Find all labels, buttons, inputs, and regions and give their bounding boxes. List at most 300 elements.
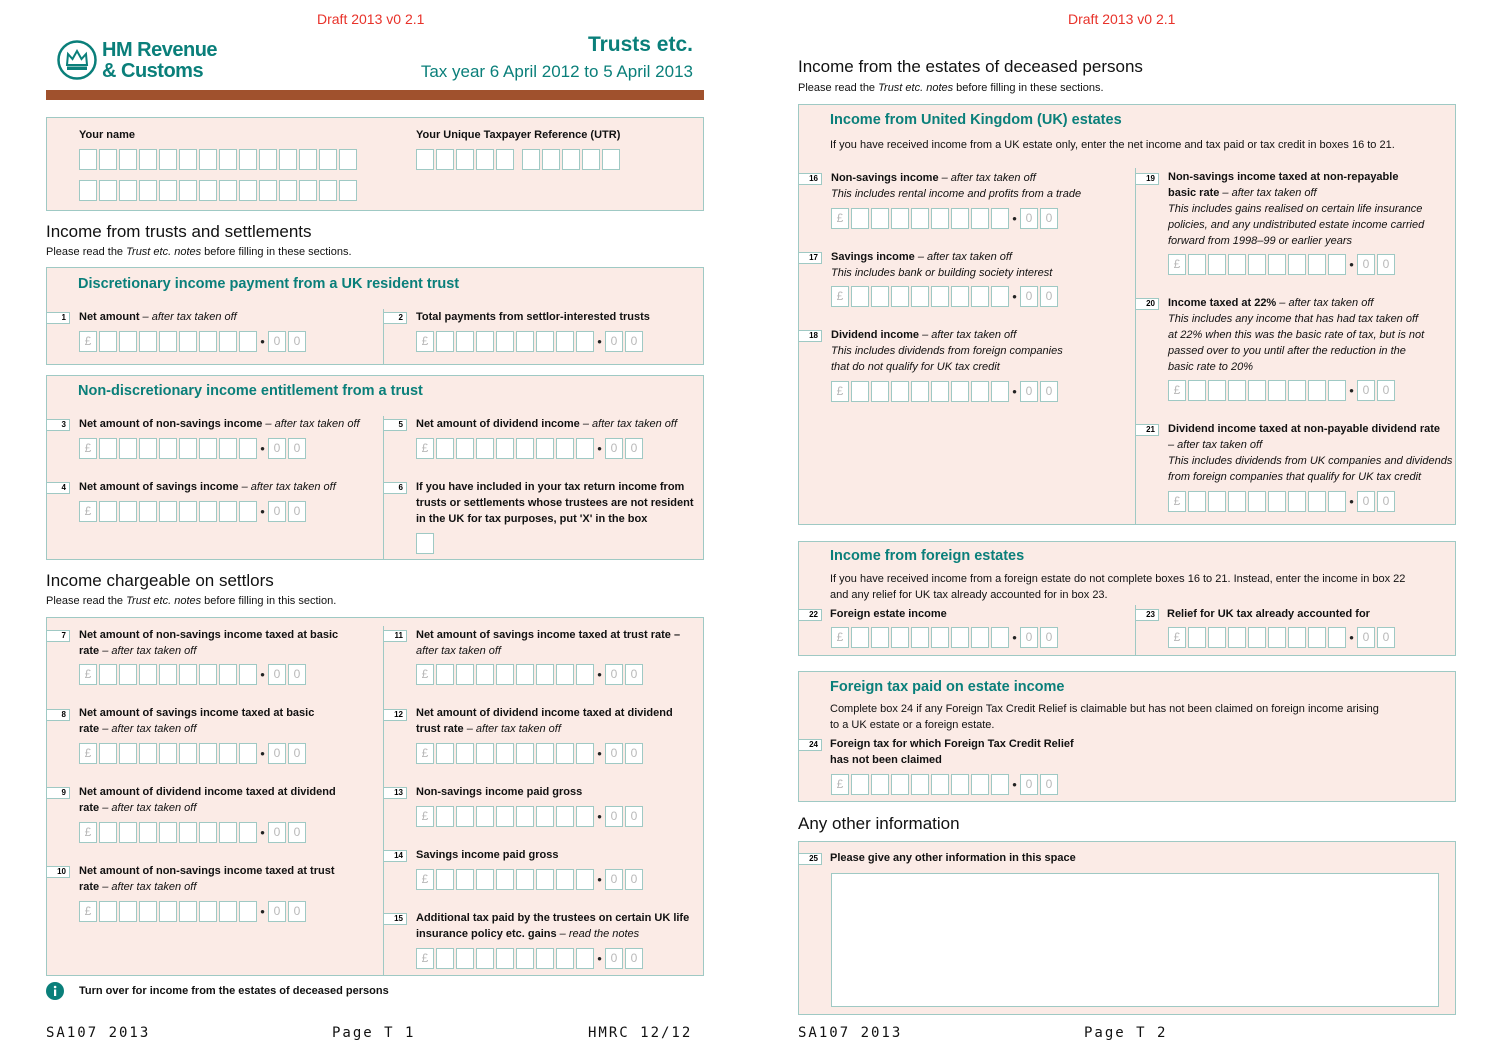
entry-cell[interactable]	[259, 149, 277, 170]
pence-cell[interactable]: 0	[268, 743, 286, 764]
entry-cell[interactable]	[851, 627, 869, 648]
entry-cell[interactable]	[99, 501, 117, 522]
entry-cell[interactable]	[891, 627, 909, 648]
entry-cell[interactable]	[139, 664, 157, 685]
entry-cell[interactable]	[1188, 254, 1206, 275]
pence-cell[interactable]: 0	[1377, 380, 1395, 401]
entry-cell[interactable]	[496, 806, 514, 827]
entry-cell[interactable]	[159, 664, 177, 685]
entry-cell[interactable]	[851, 286, 869, 307]
entry-cell[interactable]	[436, 438, 454, 459]
pence-cell[interactable]: 0	[288, 743, 306, 764]
entry-cell[interactable]	[1288, 254, 1306, 275]
box17-amount-field[interactable]	[831, 286, 1060, 307]
entry-cell[interactable]	[179, 331, 197, 352]
entry-cell[interactable]	[436, 948, 454, 969]
entry-cell[interactable]	[259, 180, 277, 201]
entry-cell[interactable]	[1268, 254, 1286, 275]
entry-cell[interactable]	[576, 869, 594, 890]
entry-cell[interactable]	[991, 286, 1009, 307]
entry-cell[interactable]	[1268, 491, 1286, 512]
entry-cell[interactable]	[119, 743, 137, 764]
entry-cell[interactable]	[179, 901, 197, 922]
entry-cell[interactable]	[239, 501, 257, 522]
entry-cell[interactable]	[556, 331, 574, 352]
currency-cell[interactable]: £	[79, 331, 97, 352]
entry-cell[interactable]	[556, 869, 574, 890]
pence-cell[interactable]: 0	[288, 331, 306, 352]
currency-cell[interactable]: £	[416, 948, 434, 969]
pence-cell[interactable]: 0	[1377, 491, 1395, 512]
entry-cell[interactable]	[159, 501, 177, 522]
entry-cell[interactable]	[891, 381, 909, 402]
entry-cell[interactable]	[179, 438, 197, 459]
pence-cell[interactable]: 0	[605, 743, 623, 764]
pence-cell[interactable]: 0	[1357, 491, 1375, 512]
currency-cell[interactable]: £	[1168, 491, 1186, 512]
entry-cell[interactable]	[339, 180, 357, 201]
entry-cell[interactable]	[456, 149, 474, 170]
entry-cell[interactable]	[159, 822, 177, 843]
box1-amount-field[interactable]	[79, 331, 308, 352]
pence-cell[interactable]: 0	[268, 501, 286, 522]
name-field-line1[interactable]	[79, 149, 359, 170]
entry-cell[interactable]	[1228, 627, 1246, 648]
entry-cell[interactable]	[1208, 491, 1226, 512]
entry-cell[interactable]	[1188, 627, 1206, 648]
entry-cell[interactable]	[139, 149, 157, 170]
box24-amount-field[interactable]	[831, 774, 1060, 795]
entry-cell[interactable]	[99, 149, 117, 170]
entry-cell[interactable]	[456, 869, 474, 890]
pence-cell[interactable]: 0	[1020, 381, 1038, 402]
pence-cell[interactable]: 0	[288, 501, 306, 522]
box15-amount-field[interactable]	[416, 948, 645, 969]
entry-cell[interactable]	[542, 149, 560, 170]
entry-cell[interactable]	[1308, 380, 1326, 401]
entry-cell[interactable]	[476, 331, 494, 352]
pence-cell[interactable]: 0	[605, 806, 623, 827]
entry-cell[interactable]	[931, 208, 949, 229]
entry-cell[interactable]	[239, 822, 257, 843]
pence-cell[interactable]: 0	[625, 948, 643, 969]
entry-cell[interactable]	[99, 664, 117, 685]
entry-cell[interactable]	[179, 664, 197, 685]
entry-cell[interactable]	[516, 664, 534, 685]
entry-cell[interactable]	[436, 331, 454, 352]
entry-cell[interactable]	[139, 822, 157, 843]
entry-cell[interactable]	[119, 901, 137, 922]
box22-amount-field[interactable]	[831, 627, 1060, 648]
entry-cell[interactable]	[536, 743, 554, 764]
currency-cell[interactable]: £	[831, 208, 849, 229]
entry-cell[interactable]	[911, 627, 929, 648]
entry-cell[interactable]	[602, 149, 620, 170]
entry-cell[interactable]	[179, 149, 197, 170]
entry-cell[interactable]	[119, 501, 137, 522]
entry-cell[interactable]	[139, 501, 157, 522]
pence-cell[interactable]: 0	[268, 664, 286, 685]
pence-cell[interactable]: 0	[288, 901, 306, 922]
entry-cell[interactable]	[971, 286, 989, 307]
entry-cell[interactable]	[239, 149, 257, 170]
pence-cell[interactable]: 0	[605, 438, 623, 459]
entry-cell[interactable]	[299, 149, 317, 170]
entry-cell[interactable]	[496, 743, 514, 764]
entry-cell[interactable]	[159, 149, 177, 170]
entry-cell[interactable]	[119, 664, 137, 685]
pence-cell[interactable]: 0	[1040, 381, 1058, 402]
pence-cell[interactable]: 0	[605, 331, 623, 352]
entry-cell[interactable]	[516, 438, 534, 459]
box14-amount-field[interactable]	[416, 869, 645, 890]
entry-cell[interactable]	[219, 743, 237, 764]
entry-cell[interactable]	[1328, 491, 1346, 512]
entry-cell[interactable]	[851, 208, 869, 229]
entry-cell[interactable]	[851, 381, 869, 402]
box16-amount-field[interactable]	[831, 208, 1060, 229]
entry-cell[interactable]	[239, 438, 257, 459]
entry-cell[interactable]	[476, 743, 494, 764]
entry-cell[interactable]	[1308, 254, 1326, 275]
entry-cell[interactable]	[1248, 627, 1266, 648]
box19-amount-field[interactable]	[1168, 254, 1397, 275]
entry-cell[interactable]	[536, 331, 554, 352]
entry-cell[interactable]	[179, 822, 197, 843]
pence-cell[interactable]: 0	[625, 743, 643, 764]
entry-cell[interactable]	[1188, 380, 1206, 401]
entry-cell[interactable]	[456, 743, 474, 764]
entry-cell[interactable]	[851, 774, 869, 795]
pence-cell[interactable]: 0	[1357, 627, 1375, 648]
entry-cell[interactable]	[871, 774, 889, 795]
box11-amount-field[interactable]	[416, 664, 645, 685]
entry-cell[interactable]	[516, 869, 534, 890]
currency-cell[interactable]: £	[79, 901, 97, 922]
entry-cell[interactable]	[516, 948, 534, 969]
entry-cell[interactable]	[556, 743, 574, 764]
entry-cell[interactable]	[1228, 254, 1246, 275]
entry-cell[interactable]	[1328, 254, 1346, 275]
currency-cell[interactable]: £	[416, 438, 434, 459]
entry-cell[interactable]	[1288, 491, 1306, 512]
entry-cell[interactable]	[219, 901, 237, 922]
entry-cell[interactable]	[496, 438, 514, 459]
entry-cell[interactable]	[911, 286, 929, 307]
pence-cell[interactable]: 0	[1040, 774, 1058, 795]
entry-cell[interactable]	[536, 806, 554, 827]
currency-cell[interactable]: £	[416, 806, 434, 827]
box2-amount-field[interactable]	[416, 331, 645, 352]
entry-cell[interactable]	[99, 822, 117, 843]
entry-cell[interactable]	[576, 743, 594, 764]
pence-cell[interactable]: 0	[268, 438, 286, 459]
entry-cell[interactable]	[911, 381, 929, 402]
entry-cell[interactable]	[119, 180, 137, 201]
box13-amount-field[interactable]	[416, 806, 645, 827]
currency-cell[interactable]: £	[416, 331, 434, 352]
entry-cell[interactable]	[219, 331, 237, 352]
pence-cell[interactable]: 0	[1040, 286, 1058, 307]
entry-cell[interactable]	[871, 286, 889, 307]
entry-cell[interactable]	[496, 948, 514, 969]
entry-cell[interactable]	[1248, 491, 1266, 512]
box7-amount-field[interactable]	[79, 664, 308, 685]
entry-cell[interactable]	[159, 180, 177, 201]
entry-cell[interactable]	[199, 438, 217, 459]
entry-cell[interactable]	[179, 501, 197, 522]
currency-cell[interactable]: £	[1168, 380, 1186, 401]
entry-cell[interactable]	[299, 180, 317, 201]
entry-cell[interactable]	[476, 438, 494, 459]
entry-cell[interactable]	[931, 286, 949, 307]
entry-cell[interactable]	[1208, 627, 1226, 648]
entry-cell[interactable]	[219, 501, 237, 522]
entry-cell[interactable]	[911, 208, 929, 229]
currency-cell[interactable]: £	[79, 664, 97, 685]
entry-cell[interactable]	[199, 901, 217, 922]
entry-cell[interactable]	[891, 286, 909, 307]
pence-cell[interactable]: 0	[268, 901, 286, 922]
entry-cell[interactable]	[436, 149, 454, 170]
entry-cell[interactable]	[436, 743, 454, 764]
entry-cell[interactable]	[1188, 491, 1206, 512]
entry-cell[interactable]	[516, 806, 534, 827]
entry-cell[interactable]	[1208, 254, 1226, 275]
entry-cell[interactable]	[179, 180, 197, 201]
entry-cell[interactable]	[891, 208, 909, 229]
pence-cell[interactable]: 0	[625, 806, 643, 827]
entry-cell[interactable]	[991, 381, 1009, 402]
entry-cell[interactable]	[99, 180, 117, 201]
pence-cell[interactable]: 0	[1020, 208, 1038, 229]
box8-amount-field[interactable]	[79, 743, 308, 764]
entry-cell[interactable]	[319, 149, 337, 170]
entry-cell[interactable]	[119, 822, 137, 843]
entry-cell[interactable]	[971, 208, 989, 229]
pence-cell[interactable]: 0	[605, 664, 623, 685]
entry-cell[interactable]	[991, 627, 1009, 648]
entry-cell[interactable]	[476, 149, 494, 170]
entry-cell[interactable]	[219, 822, 237, 843]
entry-cell[interactable]	[1248, 380, 1266, 401]
entry-cell[interactable]	[139, 331, 157, 352]
entry-cell[interactable]	[971, 627, 989, 648]
pence-cell[interactable]: 0	[625, 664, 643, 685]
entry-cell[interactable]	[556, 664, 574, 685]
entry-cell[interactable]	[1268, 380, 1286, 401]
box4-amount-field[interactable]	[79, 501, 308, 522]
pence-cell[interactable]: 0	[1357, 380, 1375, 401]
currency-cell[interactable]: £	[831, 627, 849, 648]
currency-cell[interactable]: £	[1168, 627, 1186, 648]
pence-cell[interactable]: 0	[1040, 208, 1058, 229]
entry-cell[interactable]	[79, 149, 97, 170]
entry-cell[interactable]	[516, 743, 534, 764]
entry-cell[interactable]	[219, 438, 237, 459]
currency-cell[interactable]: £	[1168, 254, 1186, 275]
entry-cell[interactable]	[1328, 380, 1346, 401]
pence-cell[interactable]: 0	[1020, 286, 1038, 307]
entry-cell[interactable]	[476, 948, 494, 969]
entry-cell[interactable]	[79, 180, 97, 201]
entry-cell[interactable]	[436, 664, 454, 685]
entry-cell[interactable]	[556, 438, 574, 459]
pence-cell[interactable]: 0	[288, 822, 306, 843]
entry-cell[interactable]	[1328, 627, 1346, 648]
pence-cell[interactable]: 0	[625, 438, 643, 459]
entry-cell[interactable]	[319, 180, 337, 201]
currency-cell[interactable]: £	[416, 664, 434, 685]
entry-cell[interactable]	[239, 743, 257, 764]
entry-cell[interactable]	[239, 901, 257, 922]
entry-cell[interactable]	[1308, 627, 1326, 648]
pence-cell[interactable]: 0	[1377, 627, 1395, 648]
entry-cell[interactable]	[159, 331, 177, 352]
entry-cell[interactable]	[456, 438, 474, 459]
entry-cell[interactable]	[219, 180, 237, 201]
currency-cell[interactable]: £	[416, 869, 434, 890]
entry-cell[interactable]	[522, 149, 540, 170]
currency-cell[interactable]: £	[79, 822, 97, 843]
entry-cell[interactable]	[139, 180, 157, 201]
entry-cell[interactable]	[139, 743, 157, 764]
currency-cell[interactable]: £	[831, 774, 849, 795]
entry-cell[interactable]	[931, 774, 949, 795]
box20-amount-field[interactable]	[1168, 380, 1397, 401]
entry-cell[interactable]	[556, 806, 574, 827]
entry-cell[interactable]	[199, 743, 217, 764]
pence-cell[interactable]: 0	[1040, 627, 1058, 648]
entry-cell[interactable]	[219, 664, 237, 685]
entry-cell[interactable]	[1268, 627, 1286, 648]
entry-cell[interactable]	[496, 664, 514, 685]
entry-cell[interactable]	[1308, 491, 1326, 512]
entry-cell[interactable]	[476, 664, 494, 685]
entry-cell[interactable]	[1288, 627, 1306, 648]
entry-cell[interactable]	[951, 627, 969, 648]
name-field-line2[interactable]	[79, 180, 359, 201]
pence-cell[interactable]: 0	[1357, 254, 1375, 275]
entry-cell[interactable]	[871, 208, 889, 229]
currency-cell[interactable]: £	[831, 286, 849, 307]
box18-amount-field[interactable]	[831, 381, 1060, 402]
entry-cell[interactable]	[911, 774, 929, 795]
entry-cell[interactable]	[871, 627, 889, 648]
entry-cell[interactable]	[199, 664, 217, 685]
entry-cell[interactable]	[536, 664, 554, 685]
currency-cell[interactable]: £	[79, 501, 97, 522]
entry-cell[interactable]	[576, 438, 594, 459]
entry-cell[interactable]	[536, 869, 554, 890]
box9-amount-field[interactable]	[79, 822, 308, 843]
entry-cell[interactable]	[239, 331, 257, 352]
entry-cell[interactable]	[159, 438, 177, 459]
entry-cell[interactable]	[1288, 380, 1306, 401]
entry-cell[interactable]	[119, 438, 137, 459]
entry-cell[interactable]	[931, 381, 949, 402]
entry-cell[interactable]	[456, 948, 474, 969]
box23-amount-field[interactable]	[1168, 627, 1397, 648]
entry-cell[interactable]	[219, 149, 237, 170]
entry-cell[interactable]	[99, 901, 117, 922]
entry-cell[interactable]	[516, 331, 534, 352]
entry-cell[interactable]	[496, 149, 514, 170]
entry-cell[interactable]	[582, 149, 600, 170]
entry-cell[interactable]	[951, 208, 969, 229]
entry-cell[interactable]	[576, 948, 594, 969]
entry-cell[interactable]	[1208, 380, 1226, 401]
box3-amount-field[interactable]	[79, 438, 308, 459]
utr-field[interactable]	[416, 149, 622, 170]
entry-cell[interactable]	[971, 381, 989, 402]
box10-amount-field[interactable]	[79, 901, 308, 922]
pence-cell[interactable]: 0	[625, 331, 643, 352]
entry-cell[interactable]	[416, 149, 434, 170]
entry-cell[interactable]	[99, 743, 117, 764]
pence-cell[interactable]: 0	[605, 948, 623, 969]
entry-cell[interactable]	[279, 180, 297, 201]
pence-cell[interactable]: 0	[288, 664, 306, 685]
currency-cell[interactable]: £	[79, 438, 97, 459]
entry-cell[interactable]	[199, 180, 217, 201]
entry-cell[interactable]	[279, 149, 297, 170]
box5-amount-field[interactable]	[416, 438, 645, 459]
pence-cell[interactable]: 0	[625, 869, 643, 890]
entry-cell[interactable]	[99, 331, 117, 352]
pence-cell[interactable]: 0	[605, 869, 623, 890]
entry-cell[interactable]	[339, 149, 357, 170]
entry-cell[interactable]	[476, 806, 494, 827]
entry-cell[interactable]	[1228, 491, 1246, 512]
entry-cell[interactable]	[536, 948, 554, 969]
other-info-textarea[interactable]	[831, 873, 1439, 1007]
entry-cell[interactable]	[891, 774, 909, 795]
entry-cell[interactable]	[199, 501, 217, 522]
entry-cell[interactable]	[239, 664, 257, 685]
pence-cell[interactable]: 0	[1377, 254, 1395, 275]
entry-cell[interactable]	[436, 806, 454, 827]
pence-cell[interactable]: 0	[268, 331, 286, 352]
entry-cell[interactable]	[199, 331, 217, 352]
entry-cell[interactable]	[951, 381, 969, 402]
entry-cell[interactable]	[199, 822, 217, 843]
entry-cell[interactable]	[139, 438, 157, 459]
entry-cell[interactable]	[119, 331, 137, 352]
entry-cell[interactable]	[576, 806, 594, 827]
entry-cell[interactable]	[139, 901, 157, 922]
entry-cell[interactable]	[991, 774, 1009, 795]
entry-cell[interactable]	[159, 743, 177, 764]
pence-cell[interactable]: 0	[288, 438, 306, 459]
entry-cell[interactable]	[496, 331, 514, 352]
entry-cell[interactable]	[931, 627, 949, 648]
entry-cell[interactable]	[562, 149, 580, 170]
entry-cell[interactable]	[456, 664, 474, 685]
pence-cell[interactable]: 0	[1020, 627, 1038, 648]
entry-cell[interactable]	[456, 331, 474, 352]
entry-cell[interactable]	[536, 438, 554, 459]
entry-cell[interactable]	[971, 774, 989, 795]
entry-cell[interactable]	[951, 286, 969, 307]
entry-cell[interactable]	[456, 806, 474, 827]
entry-cell[interactable]	[951, 774, 969, 795]
entry-cell[interactable]	[159, 901, 177, 922]
box21-amount-field[interactable]	[1168, 491, 1397, 512]
entry-cell[interactable]	[556, 948, 574, 969]
entry-cell[interactable]	[496, 869, 514, 890]
box6-checkbox[interactable]	[416, 533, 434, 554]
